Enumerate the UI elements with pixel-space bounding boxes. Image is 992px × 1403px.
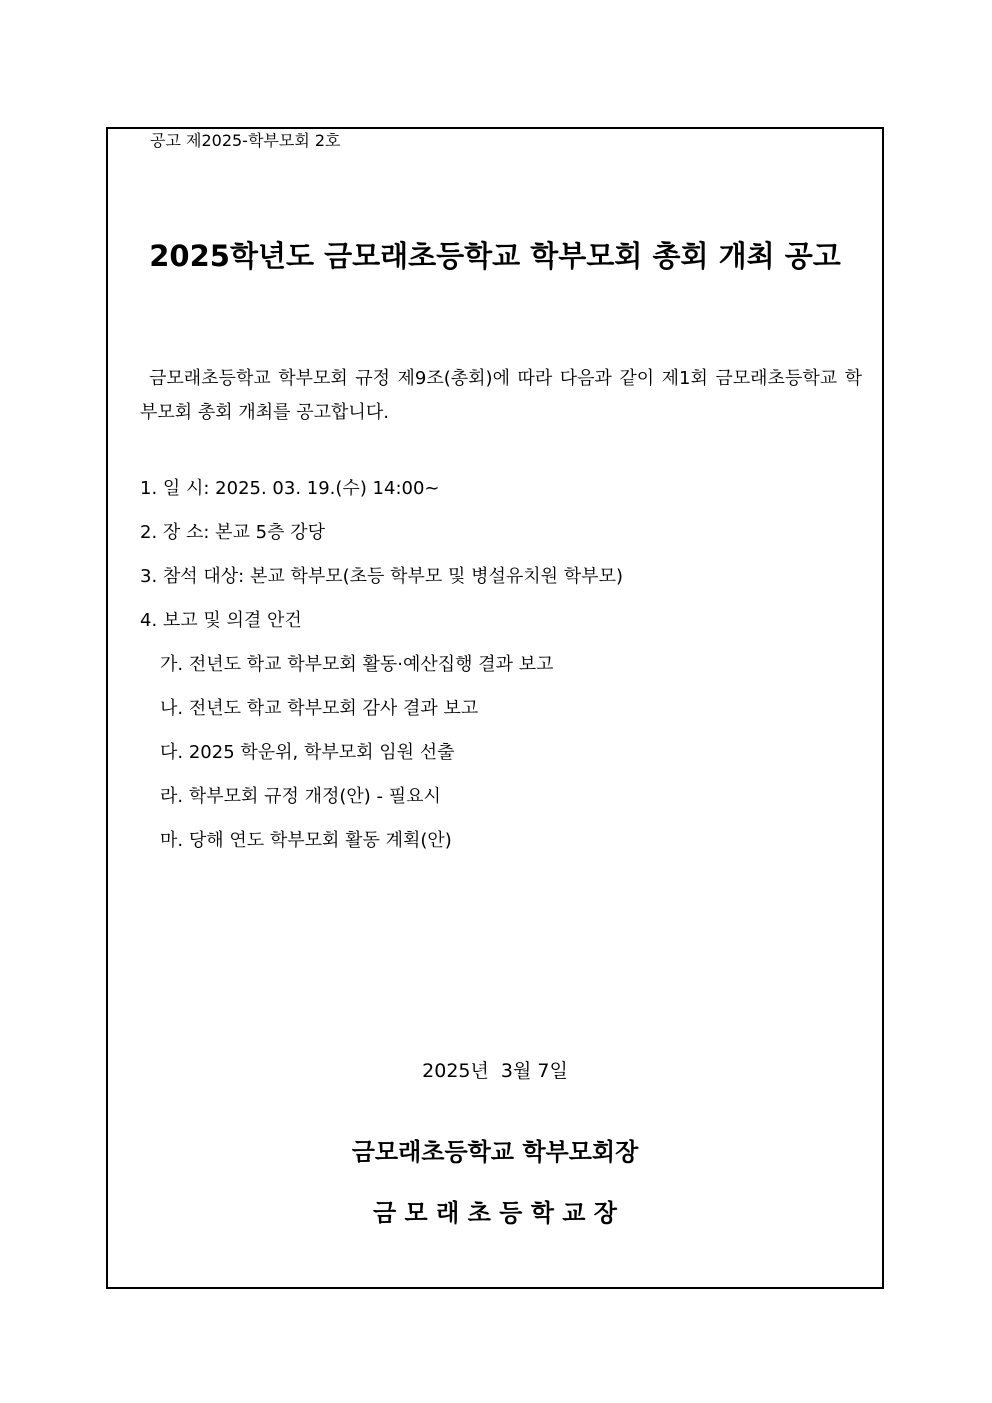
item-location: 2. 장 소: 본교 5층 강당 — [140, 522, 326, 543]
agenda-item: 가. 전년도 학교 학부모회 활동·예산집행 결과 보고 — [160, 654, 554, 675]
item-datetime: 1. 일 시: 2025. 03. 19.(수) 14:00~ — [140, 478, 440, 499]
signature-principal: 금 모 래 초 등 학 교 장 — [373, 1199, 617, 1227]
agenda-item: 마. 당해 연도 학부모회 활동 계획(안) — [160, 830, 452, 851]
item-attendees: 3. 참석 대상: 본교 학부모(초등 학부모 및 병설유치원 학부모) — [140, 566, 623, 587]
intro-paragraph: 금모래초등학교 학부모회 규정 제9조(총회)에 따라 다음과 같이 제1회 금모래초등학교 학부모회 총회 개최를 공고합니다. — [140, 368, 862, 423]
agenda-item: 다. 2025 학운위, 학부모회 임원 선출 — [160, 742, 455, 763]
item-agenda-heading: 4. 보고 및 의결 안건 — [140, 610, 302, 631]
signature-parent-association: 금모래초등학교 학부모회장 — [351, 1138, 639, 1166]
agenda-item: 나. 전년도 학교 학부모회 감사 결과 보고 — [160, 698, 479, 719]
notice-number: 공고 제2025-학부모회 2호 — [150, 131, 341, 150]
notice-items — [140, 474, 860, 870]
document-title: 2025학년도 금모래초등학교 학부모회 총회 개최 공고 — [149, 239, 841, 273]
agenda-item: 라. 학부모회 규정 개정(안) - 필요시 — [160, 786, 441, 807]
issue-date: 2025년 3월 7일 — [422, 1060, 568, 1082]
